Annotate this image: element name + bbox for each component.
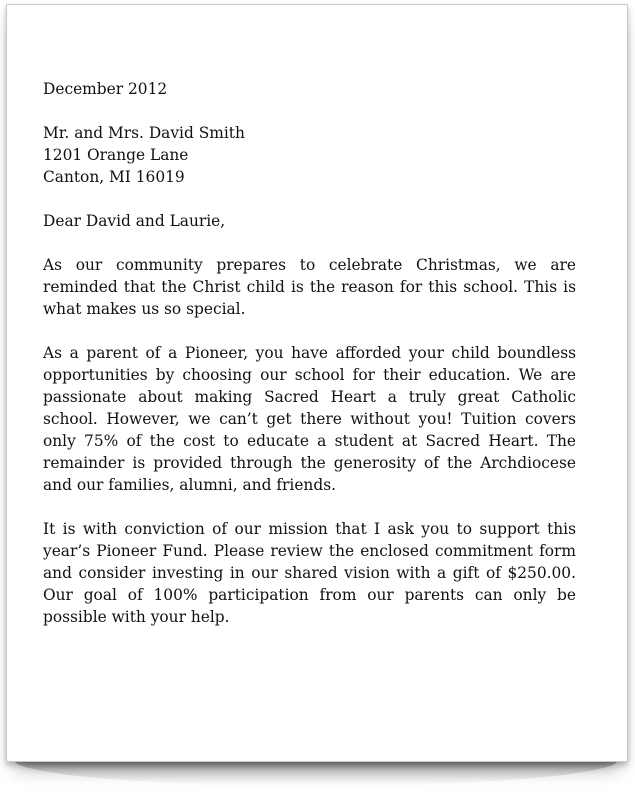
paragraph-pioneer-fund: It is with conviction of our mission that I ask you to support this year’s Pioneer Fund. Please review the enclosed commitment form and consider investing in our shared vision with a gift of $250.00. Our goal of 100% participation from our parents can only be possible with your help. [43, 520, 576, 626]
paragraph-pioneer-parent: As a parent of a Pioneer, you have afforded your child boundless opportunities by choosing our school for their education. We are passionate about making Sacred Heart a truly great Catholic school. However, we can’t get there without you! Tuition covers only 75% of the cost to educate a student at Sacred Heart. The remainder is provided through the generosity of the Archdiocese and our families, alumni, and friends. [43, 344, 576, 494]
letter-body [43, 78, 576, 650]
recipient-city-state-zip: Canton, MI 16019 [43, 168, 185, 186]
recipient-name: Mr. and Mrs. David Smith [43, 124, 245, 142]
recipient-address [43, 122, 576, 188]
letter-date: December 2012 [43, 80, 168, 98]
recipient-street: 1201 Orange Lane [43, 146, 189, 164]
salutation: Dear David and Laurie, [43, 212, 226, 230]
page-shadow [14, 760, 618, 786]
paragraph-christmas: As our community prepares to celebrate Christmas, we are reminded that the Christ child is the reason for this school. This is what makes us so special. [43, 256, 576, 318]
